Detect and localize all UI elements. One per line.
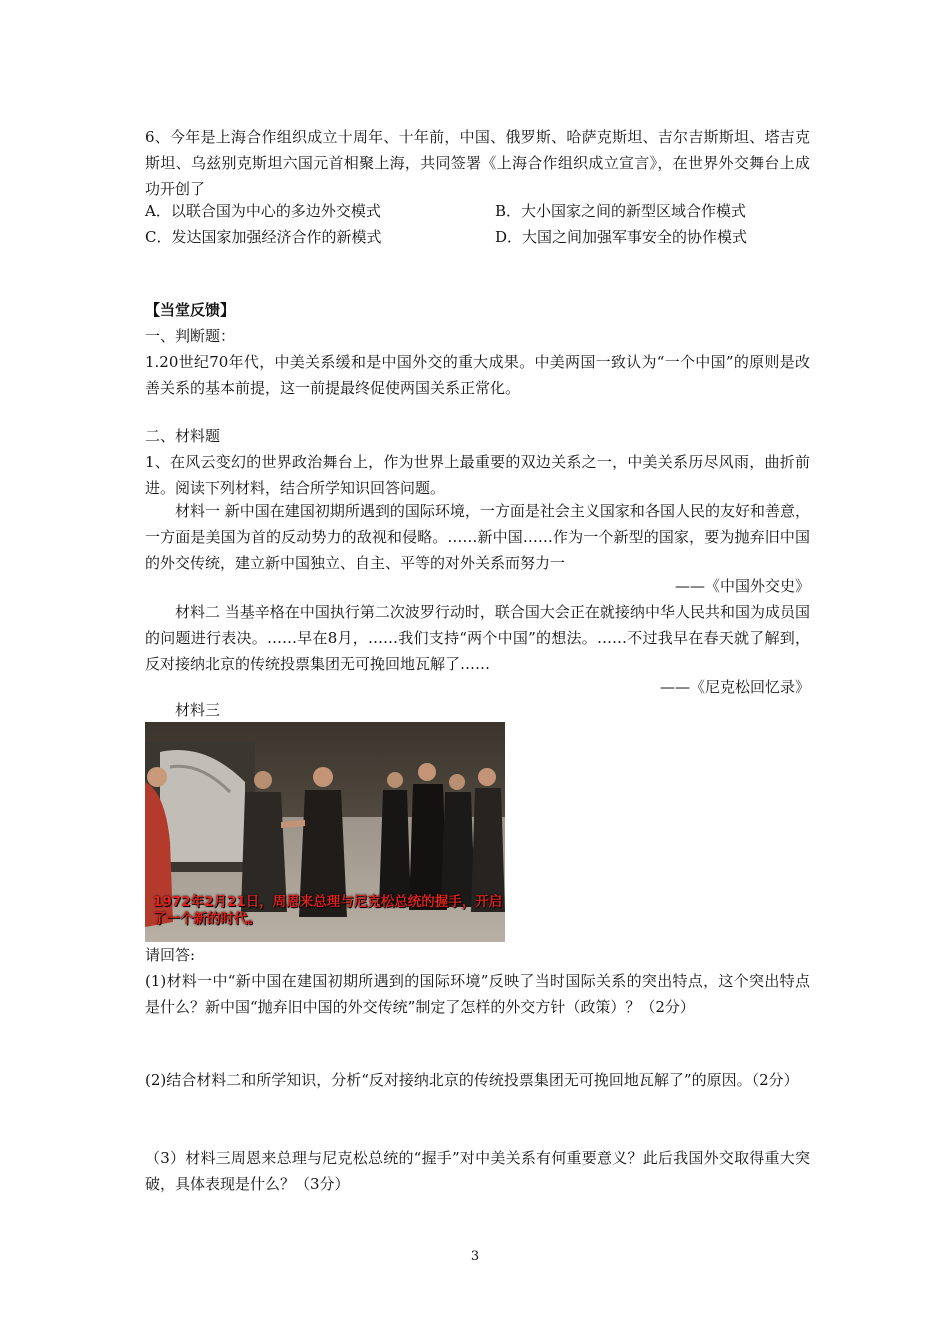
material-2: 材料二 当基辛格在中国执行第二次波罗行动时，联合国大会正在就接纳中华人民共和国为成员国的问题进行表决。……早在8月，……我们支持“两个中国”的想法。……不过我早在春天就了解到，反对接纳北京的传统投票集团无可挽回地瓦解了…… <box>145 603 810 673</box>
question-1: (1)材料一中“新中国在建国初期所遇到的国际环境”反映了当时国际关系的突出特点，这个突出特点是什么？新中国“抛弃旧中国的外交传统”制定了怎样的外交方针（政策）？（2分） <box>145 972 810 1016</box>
material-2-source: ——《尼克松回忆录》 <box>659 678 810 696</box>
material-1-source: ——《中国外交史》 <box>674 577 810 595</box>
judge-item: 1.20世纪70年代，中美关系缓和是中国外交的重大成果。中美两国一致认为“一个中国”的原则是改善关系的基本前提，这一前提最终促使两国关系正常化。 <box>145 353 810 397</box>
question-6-stem: 6、今年是上海合作组织成立十周年、十年前，中国、俄罗斯、哈萨克斯坦、吉尔吉斯斯坦、塔吉克斯坦、乌兹别克斯坦六国元首相聚上海，共同签署《上海合作组织成立宣言》，在世界外交舞台上成功开创了 <box>145 128 810 198</box>
photo-caption: 1972年2月21日，周恩来总理与尼克松总统的握手，开启了一个新的时代。 <box>153 894 503 927</box>
question-3: （3）材料三周恩来总理与尼克松总统的“握手”对中美关系有何重要意义？此后我国外交取得重大突破，具体表现是什么？（3分） <box>145 1149 810 1193</box>
page-number: 3 <box>470 1249 480 1264</box>
question-2: (2)结合材料二和所学知识，分析“反对接纳北京的传统投票集团无可挽回地瓦解了”的原因。（2分） <box>145 1071 799 1089</box>
feedback-heading: 【当堂反馈】 <box>145 301 236 319</box>
material-1: 材料一 新中国在建国初期所遇到的国际环境，一方面是社会主义国家和各国人民的友好和善意，一方面是美国为首的反动势力的敌视和侵略。……新中国……作为一个新型的国家，要为抛弃旧中国的外交传统，建立新中国独立、自主、平等的对外关系而努力一 <box>145 502 810 572</box>
handshake-photo <box>145 722 505 942</box>
option-c: C．发达国家加强经济合作的新模式 <box>145 228 382 246</box>
option-b: B．大小国家之间的新型区域合作模式 <box>495 202 747 220</box>
judge-section-title: 一、判断题： <box>145 327 236 345</box>
option-a: A．以联合国为中心的多边外交模式 <box>145 202 381 220</box>
option-d: D．大国之间加强军事安全的协作模式 <box>495 228 748 246</box>
material-section-title: 二、材料题 <box>145 427 221 445</box>
material-intro: 1、在风云变幻的世界政治舞台上，作为世界上最重要的双边关系之一，中美关系历尽风雨，曲折前进。阅读下列材料，结合所学知识回答问题。 <box>145 453 810 497</box>
material-3-label: 材料三 <box>175 701 221 719</box>
answer-prompt: 请回答: <box>145 946 196 964</box>
